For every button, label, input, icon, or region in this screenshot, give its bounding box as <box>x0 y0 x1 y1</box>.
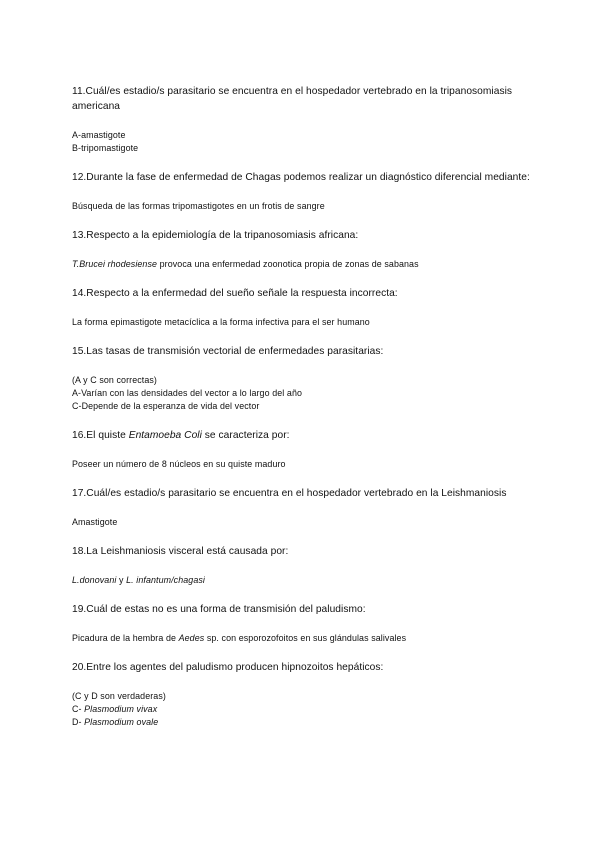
answer-line: La forma epimastigote metacíclica a la forma infectiva para el ser humano <box>72 317 370 327</box>
answer-text: y <box>116 575 127 585</box>
answer-20 <box>72 690 542 729</box>
species-name: Plasmodium vivax <box>84 704 158 714</box>
answer-18 <box>72 574 542 587</box>
answer-14 <box>72 316 542 329</box>
answer-text: Picadura de la hembra de <box>72 633 179 643</box>
answer-text: provoca una enfermedad zoonotica propia de zonas de sabanas <box>157 259 419 269</box>
answer-line <box>72 703 542 716</box>
answer-line: A-Varían con las densidades del vector a lo largo del año <box>72 388 303 398</box>
answer-13 <box>72 258 542 271</box>
question-text: se caracteriza por: <box>201 430 290 441</box>
species-name: Entamoeba Coli <box>128 430 202 441</box>
question-20: 20.Entre los agentes del paludismo producen hipnozoitos hepáticos: <box>72 662 384 673</box>
question-16 <box>72 428 542 443</box>
answer-line: C-Depende de la esperanza de vida del vector <box>72 401 260 411</box>
answer-line: B-tripomastigote <box>72 143 139 153</box>
question-13: 13.Respecto a la epidemiología de la tripanosomiasis africana: <box>72 230 359 241</box>
answer-text: sp. con esporozofoitos en sus glándulas salivales <box>204 633 407 643</box>
document-page <box>72 84 542 744</box>
answer-prefix: D- <box>72 717 85 727</box>
question-11: 11.Cuál/es estadio/s parasitario se encuentra en el hospedador vertebrado en la tripanosomiasis americana <box>72 86 513 112</box>
answer-line: Amastigote <box>72 517 118 527</box>
species-name: Aedes <box>178 633 205 643</box>
answer-15 <box>72 374 542 413</box>
answer-line <box>72 632 542 645</box>
question-15: 15.Las tasas de transmisión vectorial de enfermedades parasitarias: <box>72 346 384 357</box>
answer-12 <box>72 200 542 213</box>
answer-11 <box>72 129 542 155</box>
answer-line: A-amastigote <box>72 130 126 140</box>
question-14: 14.Respecto a la enfermedad del sueño señale la respuesta incorrecta: <box>72 288 398 299</box>
question-18: 18.La Leishmaniosis visceral está causada por: <box>72 546 289 557</box>
species-name: L. infantum/chagasi <box>126 575 205 585</box>
species-name: T.Brucei rhodesiense <box>72 259 158 269</box>
answer-prefix: C- <box>72 704 85 714</box>
species-name: L.donovani <box>72 575 117 585</box>
answer-19 <box>72 632 542 645</box>
answer-line: (C y D son verdaderas) <box>72 691 166 701</box>
question-19: 19.Cuál de estas no es una forma de transmisión del paludismo: <box>72 604 366 615</box>
answer-line <box>72 258 542 271</box>
answer-16 <box>72 458 542 471</box>
answer-line: (A y C son correctas) <box>72 375 157 385</box>
answer-line: Poseer un número de 8 núcleos en su quiste maduro <box>72 459 286 469</box>
answer-line: Búsqueda de las formas tripomastigotes en un frotis de sangre <box>72 201 325 211</box>
answer-line <box>72 716 542 729</box>
answer-line <box>72 574 542 587</box>
question-text: 16.El quiste <box>72 430 129 441</box>
answer-17 <box>72 516 542 529</box>
species-name: Plasmodium ovale <box>84 717 159 727</box>
question-17: 17.Cuál/es estadio/s parasitario se encuentra en el hospedador vertebrado en la Leishmaniosis <box>72 488 507 499</box>
question-12: 12.Durante la fase de enfermedad de Chagas podemos realizar un diagnóstico diferencial mediante: <box>72 172 530 183</box>
